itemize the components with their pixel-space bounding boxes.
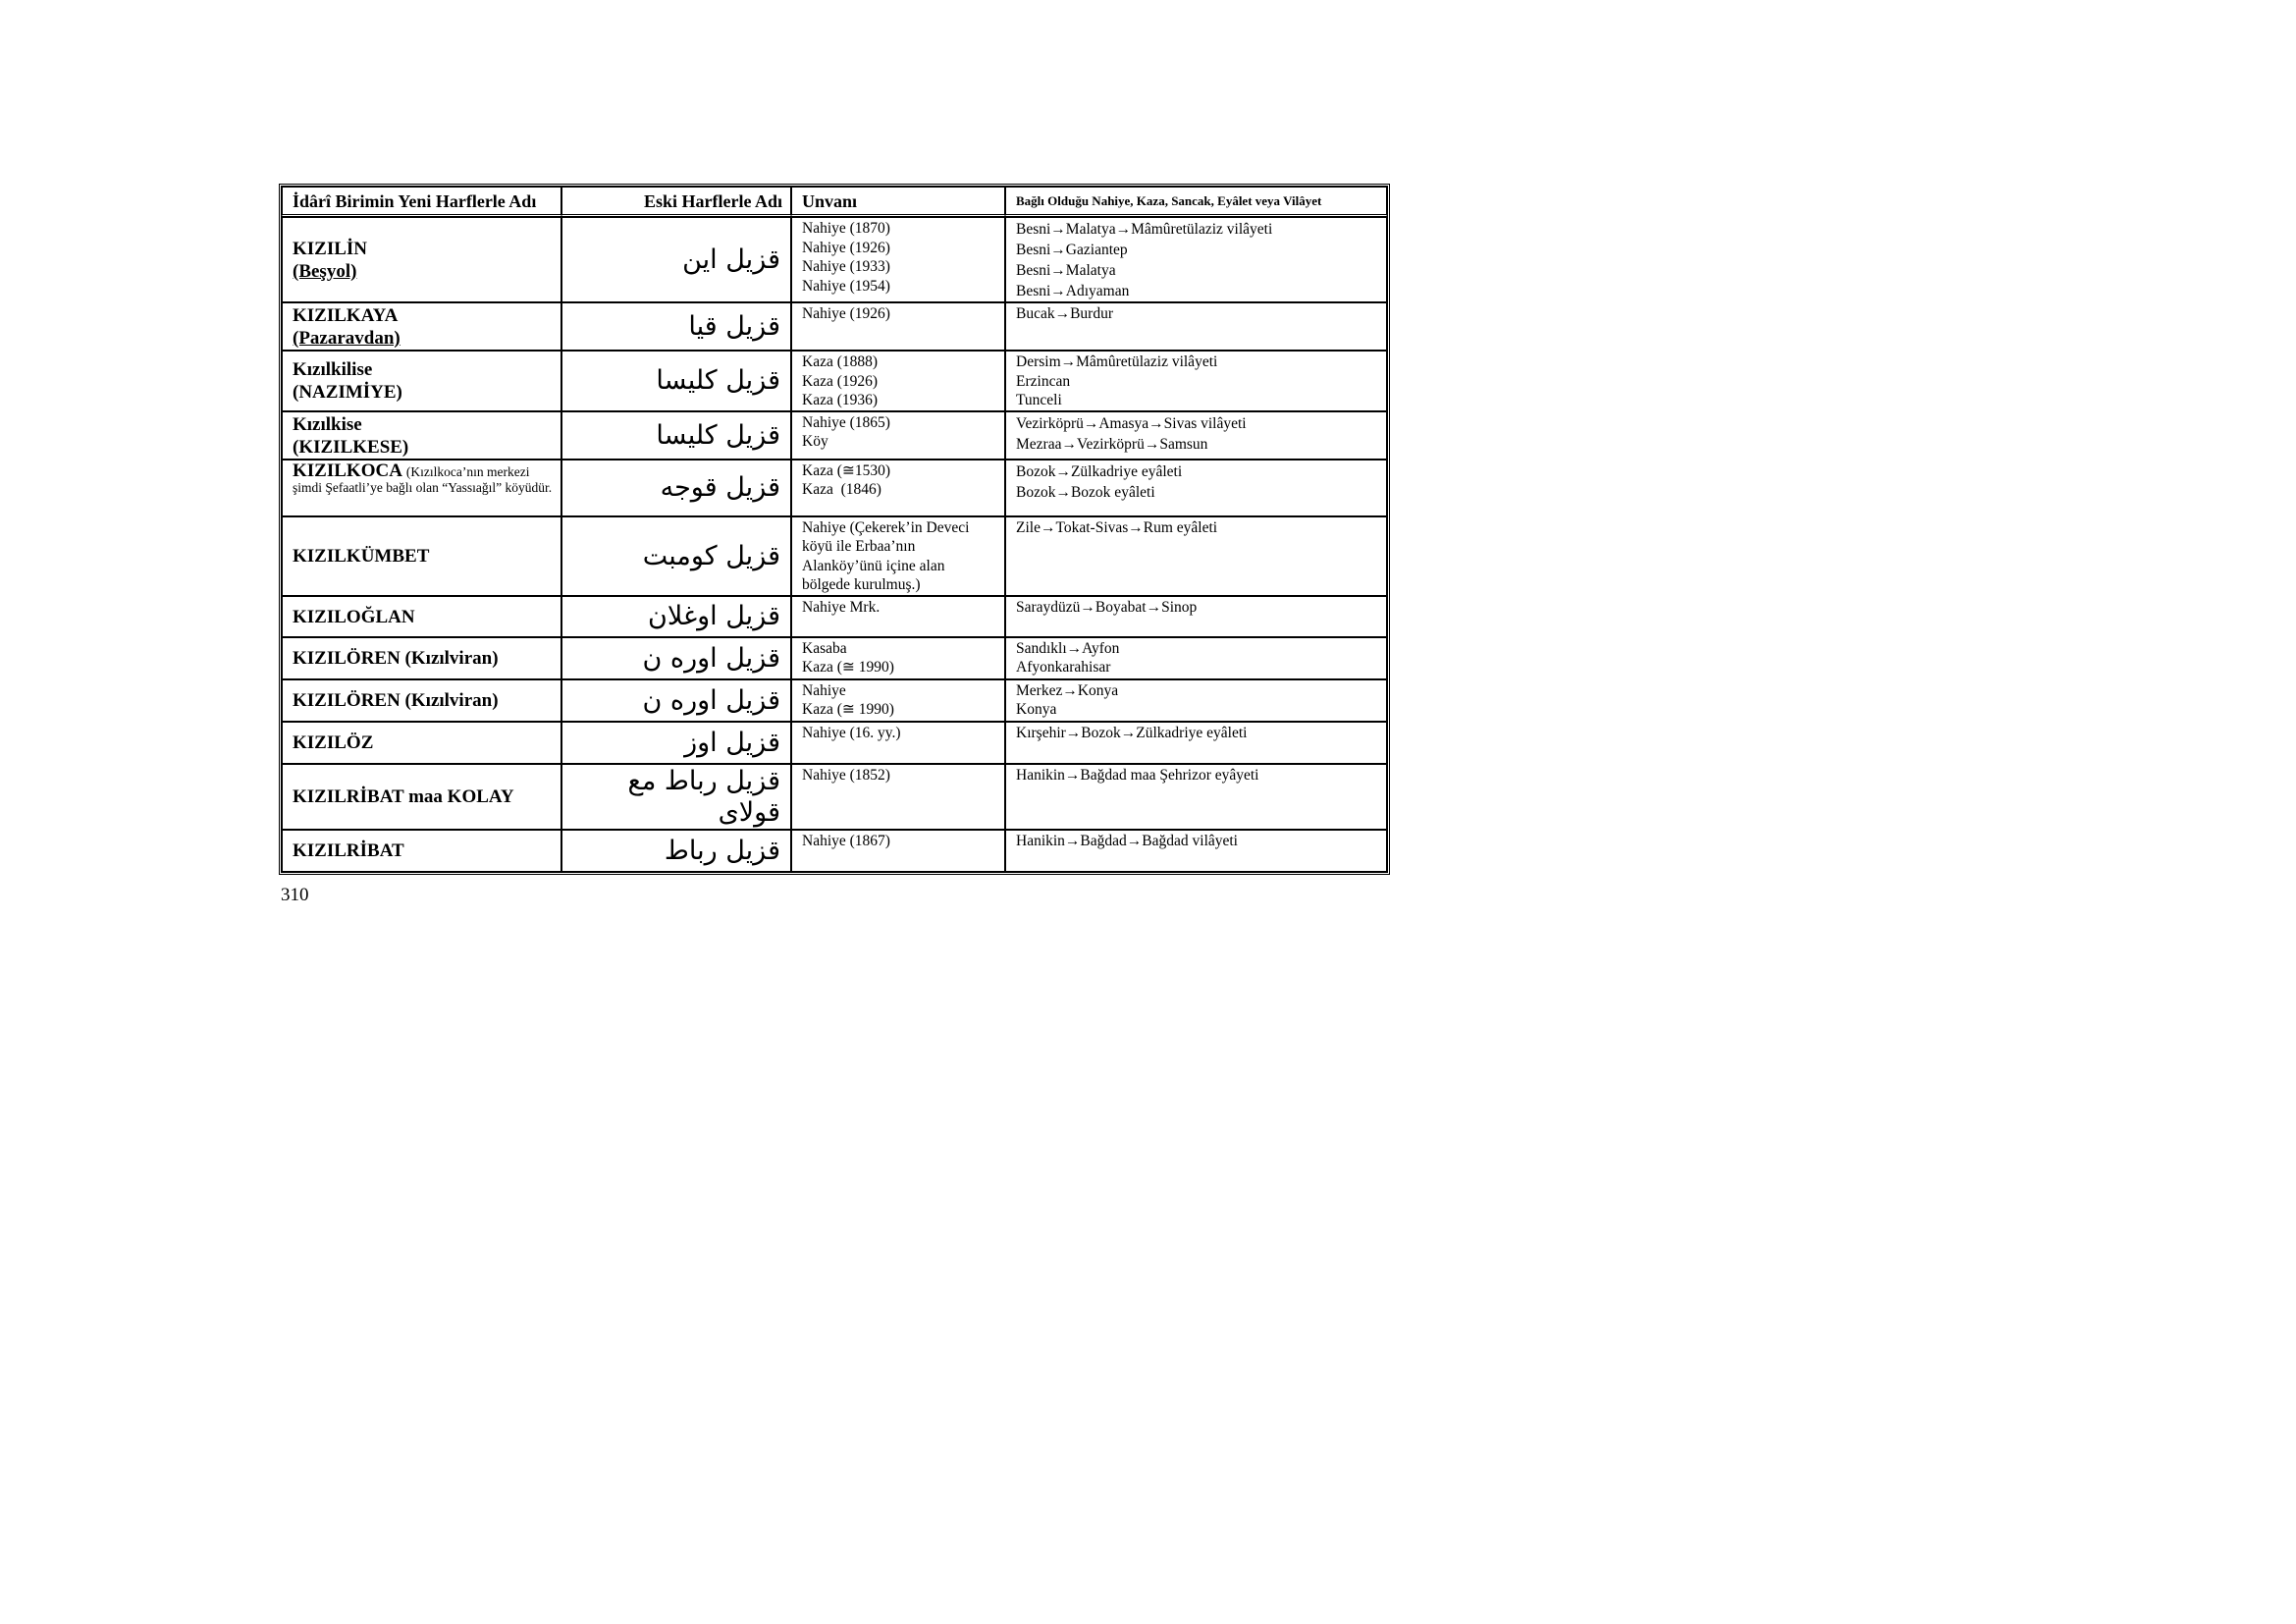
unit-note: (Kızılkoca’nın merkezi şimdi Şefaatli’ye bağlı olan “Yassıağıl” köyüdür. xyxy=(293,463,553,495)
table-row xyxy=(282,516,1387,596)
region-line: Hanikin→Bağdad→Bağdad vilâyeti xyxy=(1016,832,1238,849)
title-line: Nahiye Mrk. xyxy=(802,598,881,616)
name-cell xyxy=(282,302,561,351)
table-row xyxy=(282,217,1387,302)
old-script-name: قزيل قوجه xyxy=(561,460,791,516)
title-line: Kaza (1846) xyxy=(802,481,881,498)
table-row xyxy=(282,460,1387,516)
title-cell xyxy=(791,679,1005,722)
region-cell xyxy=(1005,351,1387,411)
region-cell xyxy=(1005,764,1387,830)
unit-name: KIZILİN xyxy=(293,239,368,259)
name-cell xyxy=(282,830,561,872)
title-cell xyxy=(791,637,1005,679)
title-line: Kaza (1926) xyxy=(802,372,879,390)
old-script-name: قزيل اوغلان xyxy=(561,596,791,637)
region-cell xyxy=(1005,460,1387,516)
region-line: Hanikin→Bağdad maa Şehrizor eyâyeti xyxy=(1016,766,1259,784)
name-cell xyxy=(282,516,561,596)
table-row xyxy=(282,302,1387,351)
title-line: Nahiye (16. yy.) xyxy=(802,724,901,741)
name-cell xyxy=(282,596,561,637)
old-script-name: قزيل اوز xyxy=(561,722,791,764)
title-cell xyxy=(791,351,1005,411)
title-cell xyxy=(791,596,1005,637)
administrative-units-table xyxy=(279,184,1390,875)
table-row xyxy=(282,722,1387,764)
region-line: Konya xyxy=(1016,701,1057,718)
name-cell xyxy=(282,411,561,460)
old-script-name: قزيل كومبت xyxy=(561,516,791,596)
region-cell xyxy=(1005,302,1387,351)
region-cell xyxy=(1005,516,1387,596)
title-cell xyxy=(791,830,1005,872)
title-cell xyxy=(791,411,1005,460)
unit-alt-name: (Beşyol) xyxy=(293,261,357,282)
region-line: Besni→Gaziantep xyxy=(1016,242,1128,258)
table-row xyxy=(282,679,1387,722)
old-script-name: قزيل اوره ن xyxy=(561,637,791,679)
title-cell xyxy=(791,764,1005,830)
old-script-name: قزيل رباط مع قولاى xyxy=(561,764,791,830)
old-script-name: قزيل اين xyxy=(561,217,791,302)
region-cell xyxy=(1005,411,1387,460)
old-script-name: قزيل كليسا xyxy=(561,351,791,411)
region-line: Mezraa→Vezirköprü→Samsun xyxy=(1016,435,1208,453)
title-line: Kaza (1888) xyxy=(802,353,879,370)
header-region: Bağlı Olduğu Nahiye, Kaza, Sancak, Eyâlet veya Vilâyet xyxy=(1005,187,1387,217)
unit-name: KIZILRİBAT maa KOLAY xyxy=(293,786,514,807)
name-cell xyxy=(282,637,561,679)
header-new-name: İdârî Birimin Yeni Harflerle Adı xyxy=(282,187,561,217)
unit-name: KIZILÖREN (Kızılviran) xyxy=(293,648,499,669)
region-cell xyxy=(1005,217,1387,302)
unit-name: Kızılkise xyxy=(293,413,362,435)
unit-name: KIZILOĞLAN xyxy=(293,606,415,627)
title-line: Nahiye (1852) xyxy=(802,766,890,784)
region-cell xyxy=(1005,637,1387,679)
table-row xyxy=(282,596,1387,637)
region-line: Afyonkarahisar xyxy=(1016,659,1111,676)
region-line: Kırşehir→Bozok→Zülkadriye eyâleti xyxy=(1016,724,1248,741)
title-cell xyxy=(791,217,1005,302)
unit-name: KIZILÖZ xyxy=(293,732,374,753)
page-number: 310 xyxy=(281,885,309,905)
region-line: Merkez→Konya xyxy=(1016,681,1119,699)
title-line: Kaza (≅ 1990) xyxy=(802,659,894,676)
region-line: Bozok→Bozok eyâleti xyxy=(1016,483,1155,501)
table-row xyxy=(282,830,1387,872)
region-line: Zile→Tokat-Sivas→Rum eyâleti xyxy=(1016,518,1218,536)
region-cell xyxy=(1005,596,1387,637)
region-line: Dersim→Mâmûretülaziz vilâyeti xyxy=(1016,353,1218,370)
unit-name: KIZILKOCA xyxy=(293,460,402,481)
title-line: Nahiye (1926) xyxy=(802,239,890,256)
table-row xyxy=(282,764,1387,830)
unit-name: KIZILRİBAT xyxy=(293,840,404,861)
region-line: Besni→Malatya xyxy=(1016,262,1116,279)
name-cell xyxy=(282,679,561,722)
unit-alt-name: (Pazaravdan) xyxy=(293,328,400,349)
name-cell xyxy=(282,722,561,764)
old-script-name: قزيل قيا xyxy=(561,302,791,351)
table-row xyxy=(282,411,1387,460)
title-line: Kaza (≅1530) xyxy=(802,461,891,479)
unit-name: KIZILÖREN (Kızılviran) xyxy=(293,690,499,711)
region-cell xyxy=(1005,830,1387,872)
region-line: Sandıklı→Ayfon xyxy=(1016,639,1120,657)
table-row xyxy=(282,637,1387,679)
region-line: Erzincan xyxy=(1016,372,1071,390)
region-line: Besni→Malatya→Mâmûretülaziz vilâyeti xyxy=(1016,221,1273,238)
title-line: Köy xyxy=(802,433,828,450)
region-line: Besni→Adıyaman xyxy=(1016,283,1130,299)
title-line: Nahiye xyxy=(802,681,846,699)
title-cell xyxy=(791,516,1005,596)
title-line: Nahiye (1867) xyxy=(802,832,890,849)
title-text: Nahiye (Çekerek’in Deveci köyü ile Erbaa’nın Alanköy’ünü içine alan bölgede kurulmuş.) xyxy=(802,518,970,593)
title-line: Kasaba xyxy=(802,639,847,657)
unit-name: KIZILKÜMBET xyxy=(293,546,430,567)
title-line: Kaza (1936) xyxy=(802,392,879,408)
header-old-name: Eski Harflerle Adı xyxy=(561,187,791,217)
title-cell xyxy=(791,722,1005,764)
title-line: Nahiye (1954) xyxy=(802,277,890,295)
region-line: Vezirköprü→Amasya→Sivas vilâyeti xyxy=(1016,414,1247,432)
title-line: Nahiye (1926) xyxy=(802,305,890,322)
region-line: Bucak→Burdur xyxy=(1016,305,1114,322)
region-cell xyxy=(1005,722,1387,764)
unit-name: Kızılkilise xyxy=(293,359,373,381)
region-line: Tunceli xyxy=(1016,392,1062,408)
unit-alt-name: (NAZIMİYE) xyxy=(293,382,402,404)
name-cell xyxy=(282,764,561,830)
title-line: Kaza (≅ 1990) xyxy=(802,701,894,718)
old-script-name: قزيل رباط xyxy=(561,830,791,872)
name-cell xyxy=(282,351,561,411)
region-cell xyxy=(1005,679,1387,722)
table-header-row xyxy=(282,187,1387,217)
region-line: Saraydüzü→Boyabat→Sinop xyxy=(1016,598,1198,616)
header-title: Unvanı xyxy=(791,187,1005,217)
unit-alt-name: (KIZILKESE) xyxy=(293,436,409,458)
name-cell xyxy=(282,460,561,516)
region-line: Bozok→Zülkadriye eyâleti xyxy=(1016,462,1183,480)
name-cell xyxy=(282,217,561,302)
table-row xyxy=(282,351,1387,411)
title-line: Nahiye (1933) xyxy=(802,258,890,275)
title-line: Nahiye (1870) xyxy=(802,220,890,237)
title-cell xyxy=(791,302,1005,351)
old-script-name: قزيل كليسا xyxy=(561,411,791,460)
unit-name: KIZILKAYA xyxy=(293,305,399,326)
title-cell xyxy=(791,460,1005,516)
title-line: Nahiye (1865) xyxy=(802,413,890,431)
old-script-name: قزيل اوره ن xyxy=(561,679,791,722)
